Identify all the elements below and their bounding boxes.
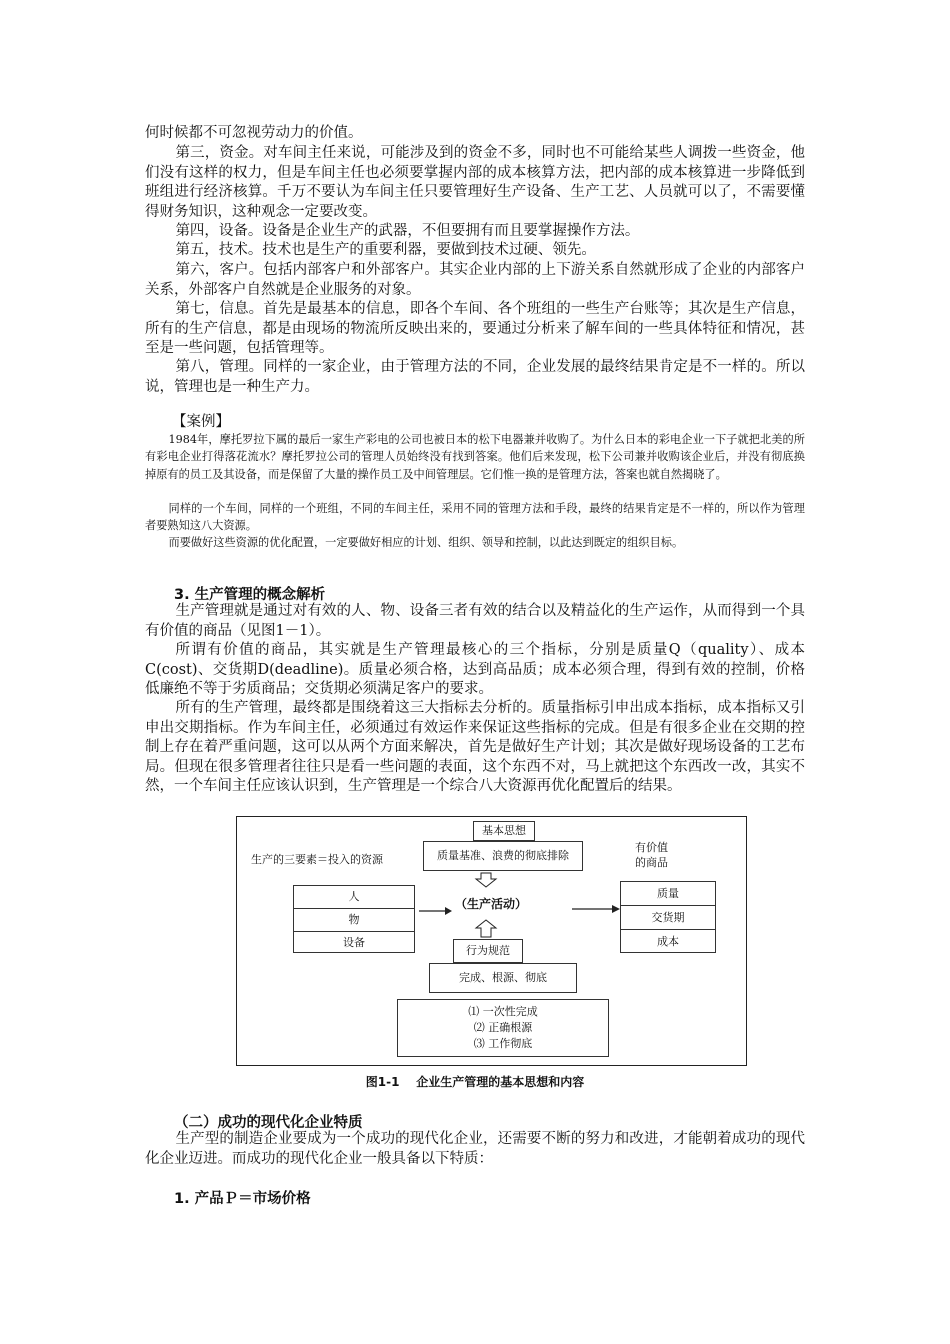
case-paragraph-2: 同样的一个车间，同样的一个班组，不同的车间主任，采用不同的管理方法和手段，最终的结果肯定是不一样的，所以作为管理者要熟知这八大资源。	[145, 502, 805, 533]
paragraph-funds: 第三，资金。对车间主任来说，可能涉及到的资金不多，同时也不可能给某些人调拨一些资金，他们没有这样的权力，但是车间主任也必须要掌握内部的成本核算方法，把内部的成本核算进一步降低到班组进行经济核算。千万不要认为车间主任只要管理好生产设备、生产工艺、人员就可以了，不需要懂得财务知识，这种观念一定要改变。	[145, 145, 805, 220]
paragraph-management: 第八，管理。同样的一家企业，由于管理方法的不同，企业发展的最终结果肯定是不一样的。所以说，管理也是一种生产力。	[145, 359, 805, 395]
valuable-goods-line-2: 的商品	[635, 856, 668, 869]
case-paragraph-1: 1984年，摩托罗拉下属的最后一家生产彩电的公司也被日本的松下电器兼并收购了。为什么日本的彩电企业一下子就把北美的所有彩电企业打得落花流水？摩托罗拉公司的管理人员始终没有找到答案。他们后来发现，松下公司兼并收购该企业后，并没有彻底换掉原有的员工及其设备，而是保留了大量的操作员工及中间管理层。它们惟一换的是管理方法，答案也就自然揭晓了。	[145, 433, 805, 481]
output-quality: 质量	[621, 882, 715, 906]
section-3-paragraph-1: 生产管理就是通过对有效的人、物、设备三者有效的结合以及精益化的生产运作，从而得到一个具有价值的商品（见图1－1）。	[145, 603, 805, 639]
paragraph-information: 第七，信息。首先是最基本的信息，即各个车间、各个班组的一些生产台账等；其次是生产信息，所有的生产信息，都是由现场的物流所反映出来的，要通过分析来了解车间的一些具体特征和情况，甚至是一些问题，包括管理等。	[145, 301, 805, 357]
arrow-basic-thought-down	[476, 873, 496, 887]
valuable-goods-line-1: 有价值	[635, 841, 668, 854]
three-elements-label: 生产的三要素＝投入的资源	[251, 853, 383, 866]
basic-thought-title: 基本思想	[482, 824, 526, 837]
figure-production-management	[236, 816, 747, 1066]
figure-caption: 图1-1 企业生产管理的基本思想和内容	[365, 1075, 585, 1089]
basic-thought-title-box	[473, 821, 535, 841]
input-equipment: 设备	[343, 936, 365, 949]
paragraph-equipment: 第四，设备。设备是企业生产的武器，不但要拥有而且要掌握操作方法。	[175, 223, 640, 239]
arrowhead-inputs	[445, 907, 452, 915]
section-2-paragraph: 生产型的制造企业要成为一个成功的现代化企业，还需要不断的努力和改进，才能朝着成功的现代化企业迈进。而成功的现代化企业一般具备以下特质：	[145, 1131, 805, 1167]
input-person: 人	[294, 886, 414, 909]
outputs-box	[620, 881, 716, 953]
input-material: 物	[294, 909, 414, 932]
principles-box	[397, 999, 609, 1057]
production-activity-label: （生产活动）	[455, 897, 528, 911]
norm-title-box	[453, 939, 523, 963]
principle-3: ⑶ 工作彻底	[473, 1037, 533, 1050]
paragraph-technology: 第五，技术。技术也是生产的重要利器，要做到技术过硬、领先。	[175, 242, 596, 258]
basic-thought-text-box	[423, 841, 583, 871]
paragraph-customers: 第六，客户。包括内部客户和外部客户。其实企业内部的上下游关系自然就形成了企业的内部客户关系，外部客户自然就是企业服务的对象。	[145, 262, 805, 298]
inputs-box	[293, 885, 415, 953]
principle-2: ⑵ 正确根源	[473, 1021, 533, 1034]
section-2-1-heading: 1. 产品Ｐ＝市场价格	[174, 1191, 311, 1207]
output-delivery: 交货期	[621, 906, 715, 930]
norm-title: 行为规范	[466, 944, 510, 957]
basic-thought-text: 质量基准、浪费的彻底排除	[437, 849, 569, 862]
case-heading: 【案例】	[172, 414, 230, 430]
output-cost: 成本	[657, 935, 679, 948]
section-3-heading: 3. 生产管理的概念解析	[174, 587, 326, 603]
principle-1: ⑴ 一次性完成	[468, 1005, 538, 1018]
arrow-norms-up	[476, 920, 496, 937]
arrowhead-outputs	[612, 905, 620, 913]
section-2-heading: （二）成功的现代化企业特质	[174, 1115, 363, 1131]
case-paragraph-3: 而要做好这些资源的优化配置，一定要做好相应的计划、组织、领导和控制，以此达到既定的组织目标。	[168, 536, 684, 549]
section-3-paragraph-2: 所谓有价值的商品，其实就是生产管理最核心的三个指标，分别是质量Q（quality）、成本C(cost)、交货期D(deadline)。质量必须合格，达到高品质；成本必须合理，得到有效的控制，价格低廉绝不等于劣质商品；交货期必须满足客户的要求。	[145, 642, 805, 698]
norm-text-box	[429, 963, 577, 993]
norm-text: 完成、根源、彻底	[459, 971, 547, 984]
section-3-paragraph-3: 所有的生产管理，最终都是围绕着这三大指标去分析的。质量指标引申出成本指标，成本指标又引申出交期指标。作为车间主任，必须通过有效运作来保证这些指标的完成。但是有很多企业在交期的控制上存在着严重问题，这可以从两个方面来解决，首先是做好生产计划；其次是做好现场设备的工艺布局。但现在很多管理者往往只是看一些问题的表面，这个东西不对，马上就把这个东西改一改，其实不然，一个车间主任应该认识到，生产管理是一个综合八大资源再优化配置后的结果。	[145, 700, 805, 795]
paragraph-labor-value: 何时候都不可忽视劳动力的价值。	[145, 125, 363, 141]
